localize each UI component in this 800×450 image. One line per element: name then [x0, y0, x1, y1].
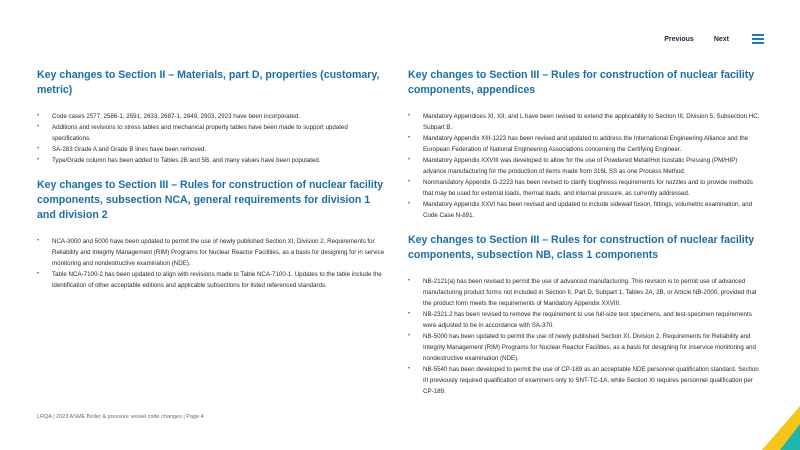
list-item: • Table NCA-7100-2 has been updated to align with revisions made to Table NCA-7100-1. Updates to the table include the identification of other acceptable editions and applicable subsections for listed referenced standards. — [37, 271, 382, 289]
bullet-icon: • — [37, 271, 40, 277]
materials-list — [37, 111, 387, 166]
section-heading-appendices: Key changes to Section III – Rules for construction of nuclear facility components, appendices — [408, 69, 755, 96]
list-item: • Mandatory Appendix XXVI has been revised and updated to include sidewall fusion, fittings, volumetric examination, and Code Case N-891. — [408, 201, 753, 219]
list-item: • Mandatory Appendix XIII-1223 has been revised and updated to address the International Engineering Alliance and the European Federation of National Engineering Associations concerning the Certifying Engineer. — [408, 135, 749, 153]
bullet-icon: • — [408, 179, 411, 185]
list-item: • NB-2321.2 has been revised to remove the requirement to use full-size test specimens, and test-specimen requirements were adjusted to be in accordance with SA-370. — [408, 311, 752, 329]
corner-decoration-icon — [710, 390, 800, 450]
bullet-icon: • — [408, 333, 411, 339]
list-item: • Code cases 2577, 2586-1, 2591, 2633, 2687-1, 2849, 2903, 2923 have been incorporated. — [37, 113, 301, 120]
hamburger-menu-icon[interactable] — [752, 34, 764, 44]
nb-list — [408, 276, 760, 397]
list-item: • Mandatory Appendices XI, XII, and L have been revised to extend the applicability to Section III, Division 5, Subsection HC, Subpart B. — [408, 113, 760, 131]
bullet-icon: • — [37, 157, 40, 163]
list-item: • NB-2121(a) has been revised to permit the use of advanced manufacturing. This revision is to permit use of advanced manufacturing product forms not included in Section II, Part D, Subpart 1, Tables 2A, 2B, or Article NB-2000, provided that the product form meets the requirements of Mandatory Appendix XXVIII. — [408, 278, 757, 307]
section-heading-nb: Key changes to Section III – Rules for construction of nuclear facility components, subsection NB, class 1 components — [408, 234, 755, 261]
next-link[interactable]: Next — [713, 35, 729, 43]
list-item: • Nonmandatory Appendix G-2223 has been revised to clarify toughness requirements for nozzles and to provide methods that may be used for external loads, thermal loads, and internal pressure, as currently addressed. — [408, 179, 753, 197]
list-item: • NCA-3000 and 5000 have been updated to permit the use of newly published Section XI, Division 2, Requirements for Reliability and Integrity Management (RIM) Programs for Nuclear Reactor Facilities, as a basis for designing for in service monitoring and nondestructive examination (NDE). — [37, 238, 385, 267]
list-item: • NB-5000 has been updated to permit the use of newly published Section XI, Division 2, Requirements for Reliability and Integrity Management (RIM) Programs for Nuclear Reactor Facilities, as a basis for designing for inservice monitoring and nondestructive examination (NDE). — [408, 333, 756, 362]
bullet-icon: • — [408, 366, 411, 372]
list-item: • NB-5540 has been developed to permit the use of CP-189 as an acceptable NDE personnel qualification standard. Section III previously required qualification of examiners only to SNT-TC-1A, while Section XI requires personnel qualification per CP-189. — [408, 366, 759, 395]
list-item: • Additions and revisions to stress tables and mechanical property tables have been made to support updated specifications. — [37, 124, 348, 142]
right-column — [408, 68, 760, 397]
left-column — [37, 68, 387, 291]
bullet-icon: • — [408, 157, 411, 163]
page-footer: LRQA | 2023 ASME Boiler & pressure vessel code changes | Page 4 — [37, 414, 204, 420]
bullet-icon: • — [408, 311, 411, 317]
bullet-icon: • — [37, 113, 40, 119]
bullet-icon: • — [37, 238, 40, 244]
bullet-icon: • — [408, 201, 411, 207]
section-heading-nca: Key changes to Section III – Rules for construction of nuclear facility components, subsection NCA, general requirements for division 1 and division 2 — [37, 179, 384, 221]
list-item: • Mandatory Appendix XXVIII was developed to allow for the use of Powdered Metal/Hot Isostatic Pressing (PM/HIP) advance manufacturing for the production of items made from 316L SS as one Process Method. — [408, 157, 738, 175]
bullet-icon: • — [408, 278, 411, 284]
nca-list — [37, 236, 387, 291]
list-item: • SA-283 Grade A and Grade B lines have been removed. — [37, 146, 207, 153]
appendices-list — [408, 111, 760, 221]
section-heading-materials: Key changes to Section II – Materials, part D, properties (customary, metric) — [37, 69, 380, 96]
top-navigation — [664, 34, 764, 44]
list-item: • Type/Grade column has been added to Tables 2B and 5B, and many values have been populated. — [37, 157, 321, 164]
bullet-icon: • — [408, 113, 411, 119]
bullet-icon: • — [408, 135, 411, 141]
bullet-icon: • — [37, 124, 40, 130]
bullet-icon: • — [37, 146, 40, 152]
previous-link[interactable]: Previous — [664, 35, 694, 43]
